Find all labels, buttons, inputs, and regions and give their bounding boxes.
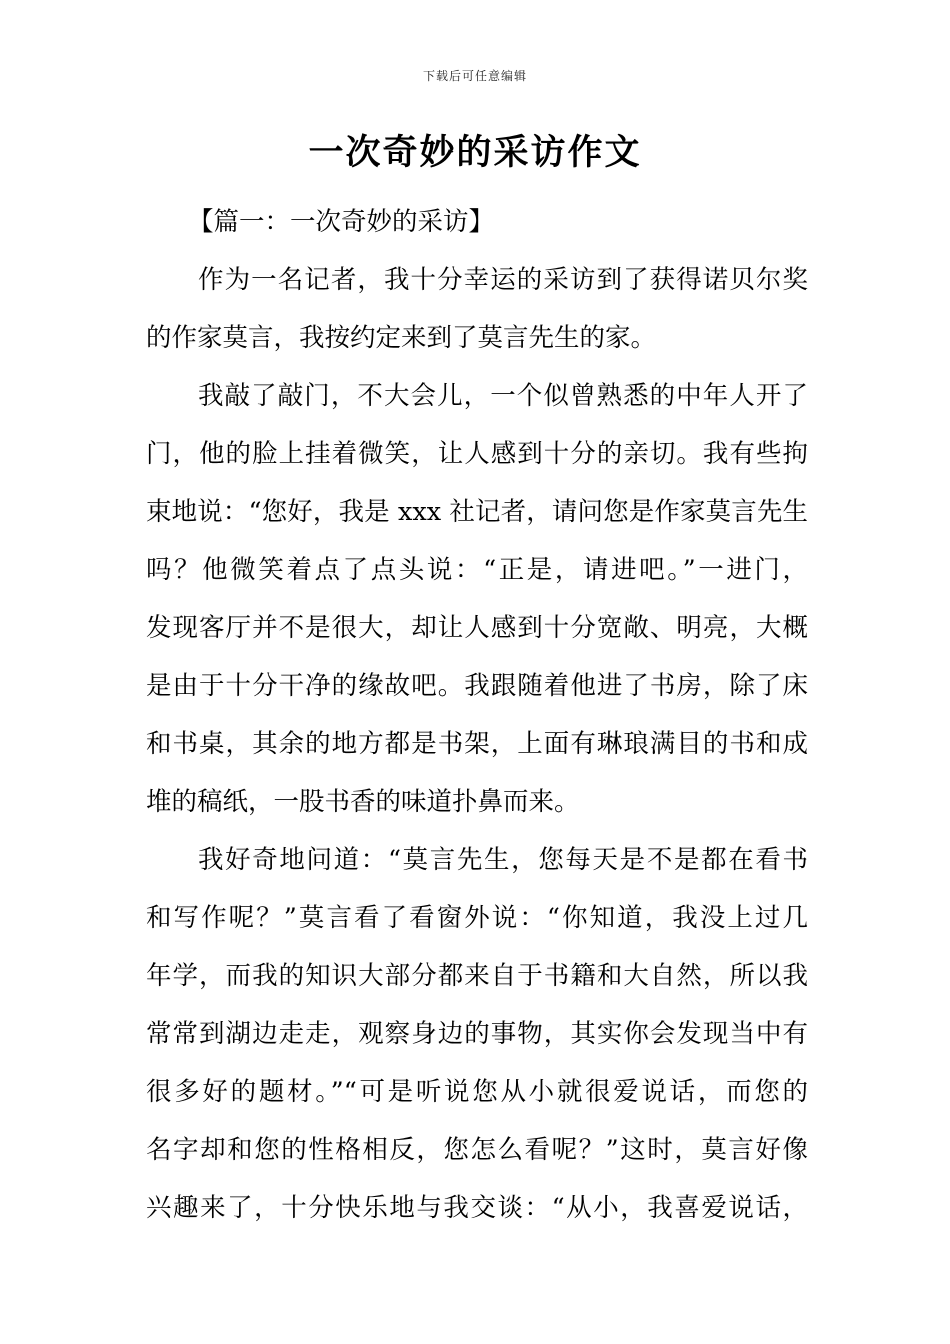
paragraph-line: 很多好的题材。”“可是听说您从小就很爱说话，而您的 (146, 1077, 808, 1107)
paragraph-line: 发现客厅并不是很大，却让人感到十分宽敞、明亮，大概 (146, 613, 808, 643)
paragraph-line: 我好奇地问道：“莫言先生，您每天是不是都在看书 (198, 845, 808, 875)
article-body (146, 193, 808, 1237)
paragraph-line: 常常到湖边走走，观察身边的事物，其实你会发现当中有 (146, 1019, 808, 1049)
paragraph-line: 我敲了敲门，不大会儿，一个似曾熟悉的中年人开了 (198, 381, 808, 411)
paragraph-2 (146, 367, 808, 831)
paragraph-line: 是由于十分干净的缘故吧。我跟随着他进了书房，除了床 (146, 671, 808, 701)
paragraph-line: 和写作呢？”莫言看了看窗外说：“你知道，我没上过几 (146, 903, 808, 933)
paragraph-line: 堆的稿纸，一股书香的味道扑鼻而来。 (146, 787, 580, 817)
paragraph-3 (146, 831, 808, 1237)
paragraph-line: 吗？他微笑着点了点头说：“正是，请进吧。”一进门， (146, 555, 808, 585)
paragraph-line: 和书桌，其余的地方都是书架，上面有琳琅满目的书和成 (146, 729, 808, 759)
document-title: 一次奇妙的采访作文 (308, 133, 642, 173)
paragraph-line: 年学，而我的知识大部分都来自于书籍和大自然，所以我 (146, 961, 808, 991)
paragraph-line: 的作家莫言，我按约定来到了莫言先生的家。 (146, 323, 657, 353)
paragraph-line: 名字却和您的性格相反，您怎么看呢？”这时，莫言好像 (146, 1135, 808, 1165)
paragraph-line: 兴趣来了，十分快乐地与我交谈：“从小，我喜爱说话， (146, 1193, 808, 1223)
paragraph-line: 束地说：“您好，我是 xxx 社记者，请问您是作家莫言先生 (146, 497, 808, 527)
header-note: 下载后可任意编辑 (422, 69, 527, 83)
paragraph-line: 作为一名记者，我十分幸运的采访到了获得诺贝尔奖 (198, 265, 808, 295)
paragraph-line: 门，他的脸上挂着微笑，让人感到十分的亲切。我有些拘 (146, 439, 808, 469)
section-heading: 【篇一：一次奇妙的采访】 (188, 207, 495, 237)
paragraph-1 (146, 251, 808, 367)
